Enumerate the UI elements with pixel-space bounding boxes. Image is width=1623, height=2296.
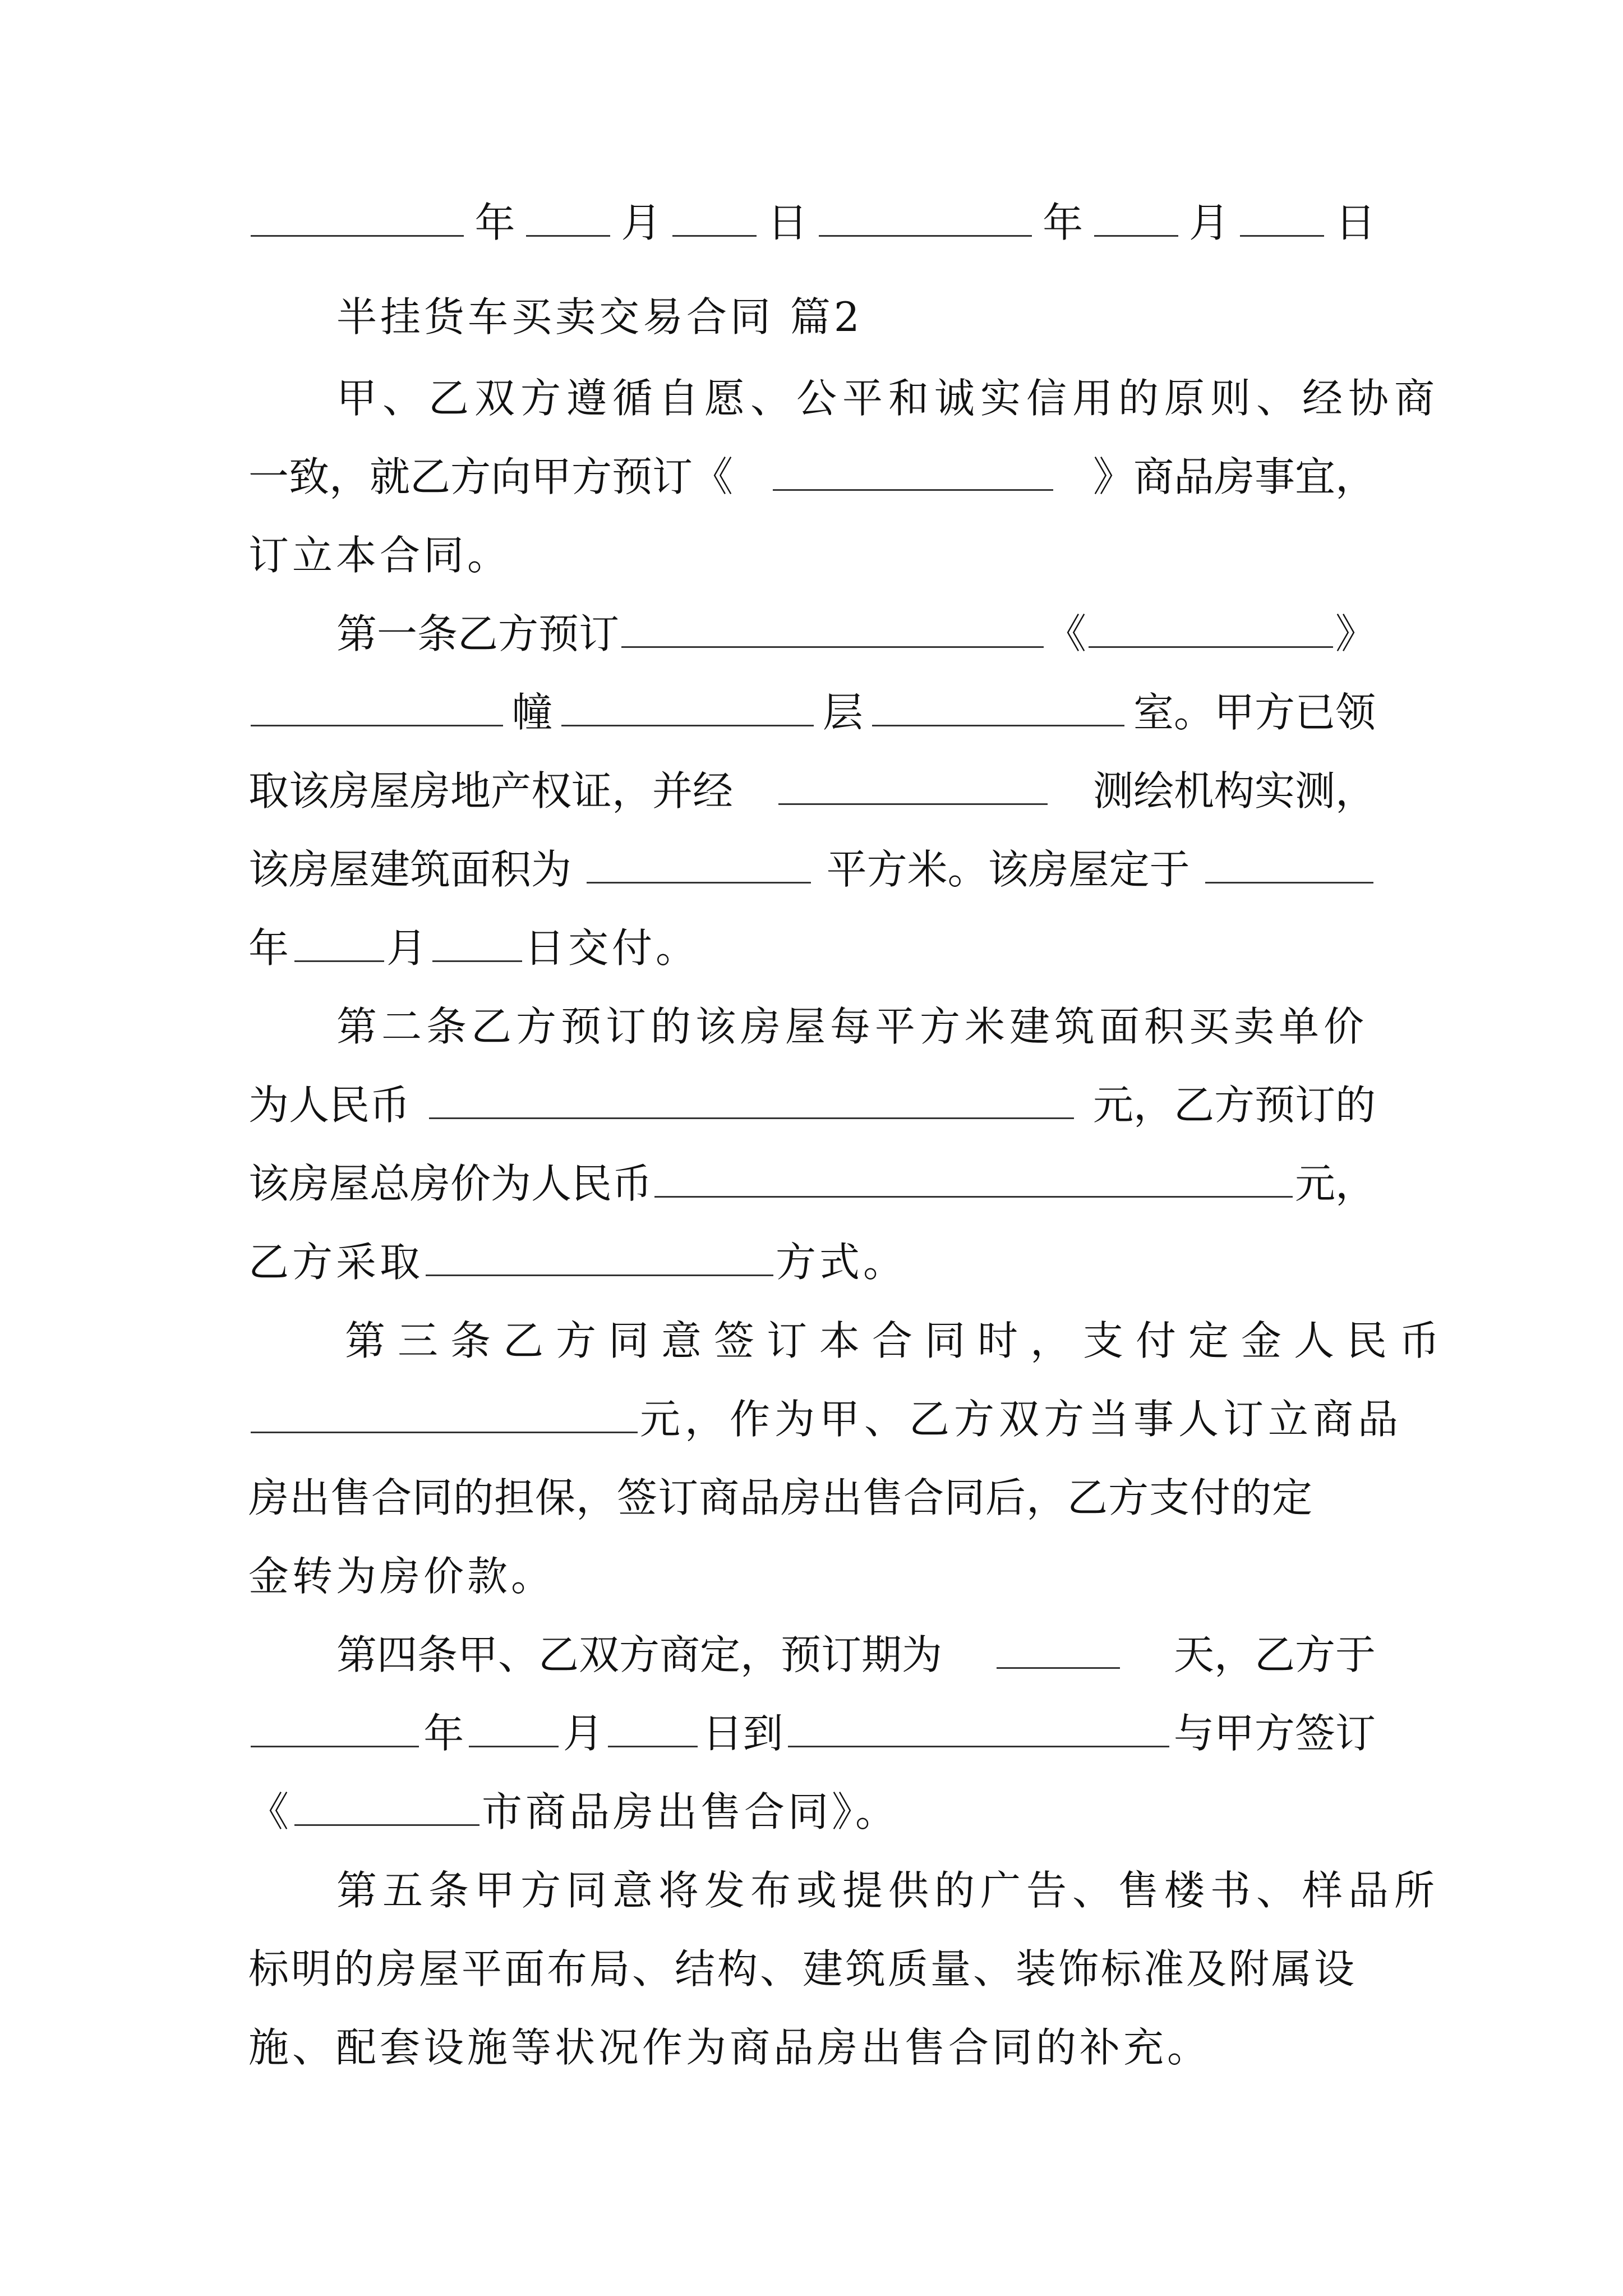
- article1-text-2a: 幢: [511, 689, 552, 736]
- date-month-1: 月: [621, 199, 662, 246]
- blank-location: [621, 602, 1044, 648]
- blank-survey-agency: [778, 760, 1048, 805]
- article1-text-2c: 室。甲方已领: [1133, 689, 1376, 736]
- intro-text-2a: 一致，就乙方向甲方预订《: [248, 453, 734, 500]
- article1-text-5c: 日交付。: [524, 924, 700, 972]
- blank-day-2: [1240, 191, 1324, 237]
- article1-text-2b: 层: [822, 689, 863, 736]
- article5-line-3: 施、配套设施等状况作为商品房出售合同的补充。: [248, 2024, 1211, 2071]
- article5-line-1: 第五条甲方同意将发布或提供的广告、售楼书、样品所: [336, 1867, 1441, 1914]
- blank-month-1: [526, 191, 610, 237]
- blank-sign-year: [251, 1702, 419, 1747]
- blank-delivery-year: [1205, 838, 1373, 884]
- date-day-1: 日: [767, 199, 808, 246]
- article4-text-2c: 日到: [702, 1710, 783, 1757]
- blank-project-name: [773, 445, 1053, 491]
- article2-line-3: [248, 1150, 1376, 1217]
- blank-reservation-days: [997, 1623, 1120, 1669]
- blank-total-price: [654, 1152, 1293, 1198]
- article4-line-3: [248, 1778, 1376, 1846]
- article1-line-2: [248, 679, 1376, 746]
- article4-text-2d: 与甲方签订: [1173, 1710, 1376, 1757]
- article1-line-1: [336, 600, 1376, 668]
- article3-line-4: 金转为房价款。: [248, 1553, 555, 1600]
- article1-text-1a: 第一条乙方预订: [336, 610, 620, 657]
- article1-text-5a: 年: [248, 924, 293, 972]
- blank-floor-no: [561, 681, 814, 726]
- article2-line-2: [248, 1071, 1376, 1139]
- intro-line-3: 订立本合同。: [248, 532, 511, 579]
- date-line: [248, 189, 1376, 256]
- blank-delivery-day: [432, 917, 522, 962]
- article2-text-2b: 元，乙方预订的: [1092, 1082, 1376, 1129]
- article5-line-2: 标明的房屋平面布局、结构、建筑质量、装饰标准及附属设: [248, 1945, 1357, 1993]
- date-year-1: 年: [474, 199, 515, 246]
- blank-unit-price: [429, 1074, 1074, 1119]
- article1-text-4a: 该房屋建筑面积为: [248, 846, 572, 893]
- article3-line-1: 第三条乙方同意签订本合同时，支付定金人民币: [345, 1317, 1453, 1364]
- article2-text-3b: 元，: [1294, 1160, 1376, 1207]
- date-day-2: 日: [1335, 199, 1376, 246]
- blank-building-name: [1089, 602, 1333, 648]
- date-month-2: 月: [1189, 199, 1230, 246]
- intro-text-2b: 》商品房事宜，: [1092, 453, 1376, 500]
- blank-sign-place: [788, 1702, 1169, 1747]
- article1-line-3: [248, 757, 1376, 825]
- blank-delivery-month: [294, 917, 384, 962]
- blank-day-1: [672, 191, 757, 237]
- article1-line-5: [248, 914, 1376, 982]
- article4-line-1: [336, 1621, 1376, 1688]
- article4-text-1a: 第四条甲、乙双方商定，预订期为: [336, 1631, 943, 1678]
- article1-text-1b: 《: [1046, 610, 1087, 657]
- blank-payment-method: [426, 1231, 773, 1276]
- article2-text-2a: 为人民币: [248, 1082, 411, 1129]
- article4-text-1b: 天，乙方于: [1173, 1631, 1376, 1678]
- section-heading: 半挂货车买卖交易合同 篇2: [336, 293, 863, 341]
- article1-line-4: [248, 836, 1376, 903]
- intro-line-1: 甲、乙双方遵循自愿、公平和诚实信用的原则、经协商: [336, 375, 1441, 422]
- article4-text-3b: 市商品房出售合同》。: [482, 1788, 900, 1835]
- blank-area: [587, 838, 811, 884]
- blank-year-1: [251, 191, 464, 237]
- blank-month-2: [1094, 191, 1178, 237]
- article2-line-1: 第二条乙方预订的该房屋每平方米建筑面积买卖单价: [336, 1003, 1369, 1050]
- blank-sign-month: [469, 1702, 559, 1747]
- article2-text-3a: 该房屋总房价为人民币: [248, 1160, 653, 1207]
- article2-text-4a: 乙方采取: [248, 1239, 424, 1286]
- article4-text-2b: 月: [562, 1710, 603, 1757]
- article4-text-2a: 年: [423, 1710, 464, 1757]
- intro-line-2: [248, 443, 1376, 510]
- article3-line-3: 房出售合同的担保，签订商品房出售合同后，乙方支付的定: [248, 1474, 1313, 1521]
- article1-text-5b: 月: [386, 924, 431, 972]
- blank-building-no: [251, 681, 503, 726]
- date-year-2: 年: [1043, 199, 1083, 246]
- article4-line-2: [248, 1700, 1376, 1767]
- article2-line-4: [248, 1228, 1376, 1296]
- article1-text-3a: 取该房屋房地产权证，并经: [248, 767, 734, 815]
- article3-line-2: [248, 1386, 1403, 1453]
- blank-deposit: [251, 1388, 638, 1433]
- article1-text-4b: 平方米。该房屋定于: [826, 846, 1190, 893]
- blank-room-no: [872, 681, 1124, 726]
- article4-text-3a: 《: [248, 1788, 293, 1835]
- article3-text-2: 元，作为甲、乙方双方当事人订立商品: [640, 1396, 1403, 1443]
- blank-year-2: [819, 191, 1032, 237]
- article1-text-1c: 》: [1335, 610, 1376, 657]
- blank-city: [294, 1780, 479, 1826]
- blank-sign-day: [608, 1702, 698, 1747]
- article1-text-3b: 测绘机构实测，: [1092, 767, 1376, 815]
- article2-text-4b: 方式。: [776, 1239, 907, 1286]
